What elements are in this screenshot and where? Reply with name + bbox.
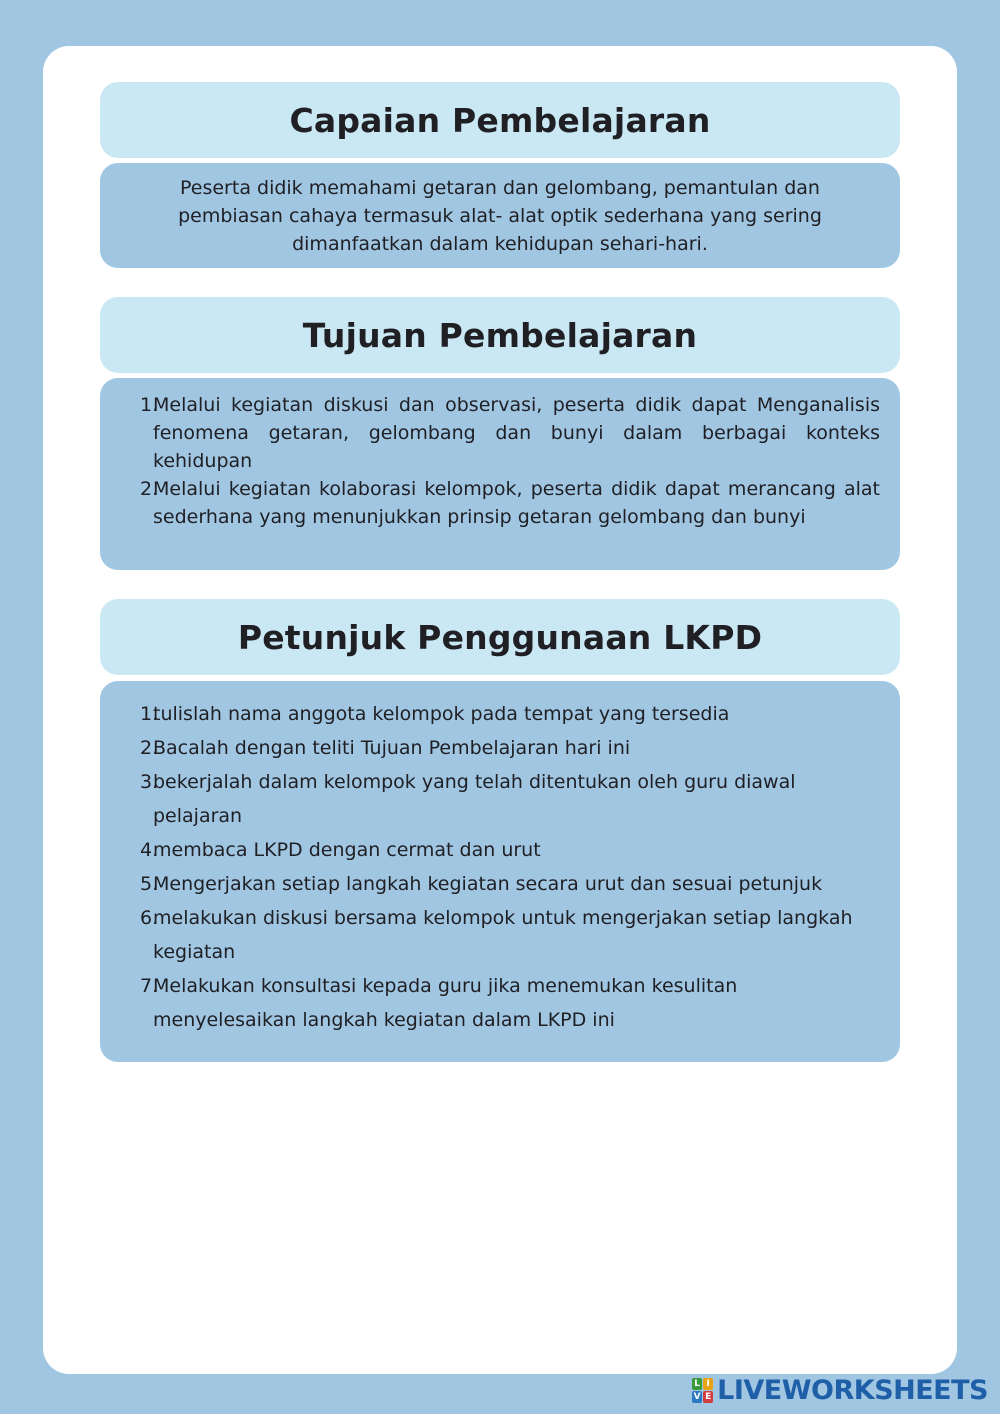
list-item-text: membaca LKPD dengan cermat dan urut xyxy=(153,839,541,861)
petunjuk-title: Petunjuk Penggunaan LKPD xyxy=(237,617,763,657)
capaian-text: Peserta didik memahami getaran dan gelombang, pemantulan dan pembiasan cahaya termasuk alat- alat optik sederhana yang sering dimanfaatkan dalam kehidupan sehari-hari. xyxy=(178,177,822,255)
list-item xyxy=(140,697,880,731)
list-item-number: 3. xyxy=(140,771,159,793)
list-item-text: tulislah nama anggota kelompok pada tempat yang tersedia xyxy=(153,703,730,725)
tujuan-list xyxy=(140,391,880,531)
tujuan-heading-box xyxy=(100,297,900,373)
capaian-body-box xyxy=(100,163,900,268)
list-item-text: Melalui kegiatan diskusi dan observasi, peserta didik dapat Menganalisis fenomena getaran, gelombang dan bunyi dalam berbagai konteks kehidupan xyxy=(153,394,880,472)
list-item xyxy=(140,901,880,969)
list-item xyxy=(140,765,880,833)
list-item-text: bekerjalah dalam kelompok yang telah ditentukan oleh guru diawal pelajaran xyxy=(153,771,796,827)
logo-text: LIVEWORKSHEETS xyxy=(717,1375,988,1406)
list-item xyxy=(140,969,880,1037)
list-item-number: 6. xyxy=(140,907,159,929)
petunjuk-list xyxy=(140,697,880,1037)
list-item-number: 2. xyxy=(140,737,159,759)
logo-letter: L xyxy=(692,1378,702,1390)
list-item-text: Bacalah dengan teliti Tujuan Pembelajaran hari ini xyxy=(153,737,631,759)
capaian-title: Capaian Pembelajaran xyxy=(289,100,711,140)
tujuan-title: Tujuan Pembelajaran xyxy=(302,315,698,355)
list-item xyxy=(140,731,880,765)
live-grid-icon xyxy=(692,1378,713,1403)
capaian-heading-box xyxy=(100,82,900,158)
list-item-number: 4. xyxy=(140,839,159,861)
list-item-number: 1. xyxy=(140,703,159,725)
list-item-text: Mengerjakan setiap langkah kegiatan secara urut dan sesuai petunjuk xyxy=(153,873,823,895)
list-item-text: melakukan diskusi bersama kelompok untuk mengerjakan setiap langkah kegiatan xyxy=(153,907,853,963)
list-item-number: 5. xyxy=(140,873,159,895)
logo-letter: I xyxy=(703,1378,713,1390)
logo-letter: V xyxy=(693,1392,701,1402)
list-item xyxy=(140,833,880,867)
list-item xyxy=(140,867,880,901)
list-item-text: Melakukan konsultasi kepada guru jika menemukan kesulitan menyelesaikan langkah kegiatan dalam LKPD ini xyxy=(153,975,738,1031)
list-item-number: 1. xyxy=(140,394,159,416)
petunjuk-body-box xyxy=(100,681,900,1062)
list-item xyxy=(140,475,880,531)
list-item xyxy=(140,391,880,475)
liveworksheets-logo[interactable] xyxy=(692,1375,988,1406)
logo-letter: E xyxy=(705,1392,712,1402)
list-item-number: 7. xyxy=(140,975,159,997)
petunjuk-heading-box xyxy=(100,599,900,675)
tujuan-body-box xyxy=(100,378,900,570)
list-item-number: 2. xyxy=(140,478,159,500)
list-item-text: Melalui kegiatan kolaborasi kelompok, peserta didik dapat merancang alat sederhana yang menunjukkan prinsip getaran gelombang dan bunyi xyxy=(153,478,880,528)
